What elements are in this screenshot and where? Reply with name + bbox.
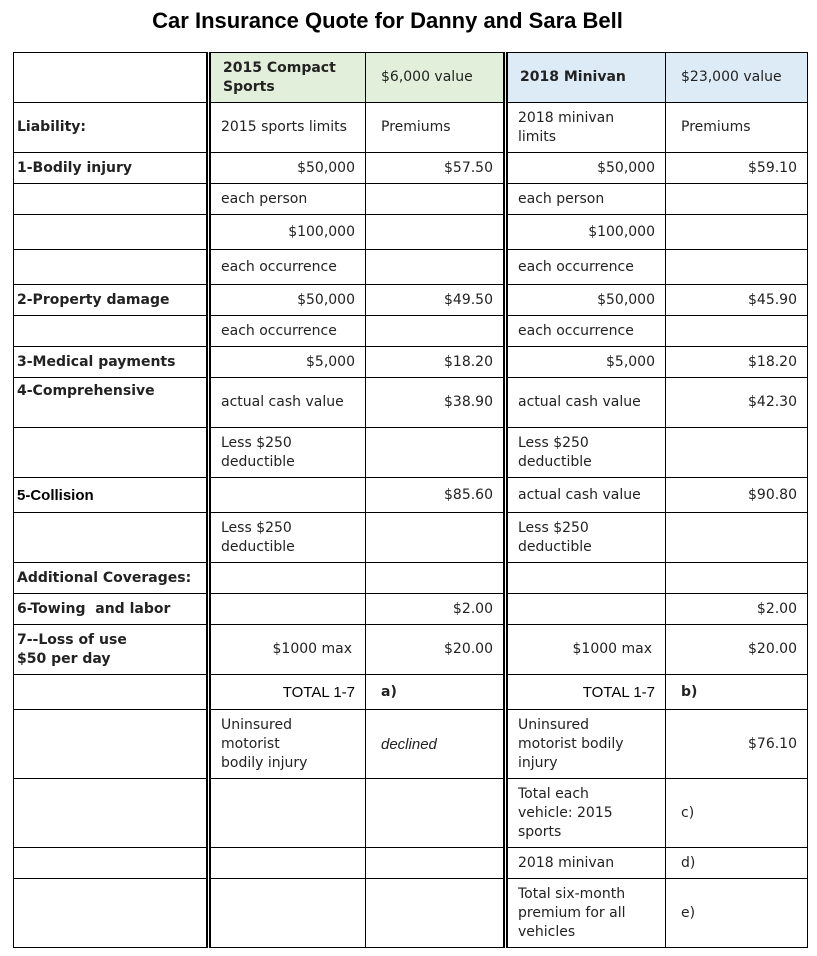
bodily-v2-limit-occurrence: $100,000 (506, 215, 666, 250)
empty-cell (209, 594, 366, 625)
vehicle1-name-header: 2015 Compact Sports (209, 53, 366, 103)
collision-v2-deductible: Less $250 deductible (506, 513, 666, 563)
table-row (14, 848, 808, 879)
medical-v1-premium: $18.20 (366, 347, 506, 378)
empty-cell (14, 779, 209, 848)
insurance-quote-table (13, 52, 808, 948)
towing-v1-premium: $2.00 (366, 594, 506, 625)
comprehensive-v1-limit: actual cash value (209, 378, 366, 428)
table-row (14, 250, 808, 285)
vehicle2-premiums-header: Premiums (666, 103, 808, 153)
comprehensive-v1-deductible: Less $250 deductible (209, 428, 366, 478)
collision-label: 5-Collision (14, 478, 209, 513)
comprehensive-v2-deductible: Less $250 deductible (506, 428, 666, 478)
empty-cell (14, 250, 209, 285)
bodily-v2-each-person: each person (506, 184, 666, 215)
empty-cell (14, 675, 209, 710)
loss-v1-limit: $1000 max (209, 625, 366, 675)
header-row (14, 53, 808, 103)
v1-total-label: TOTAL 1-7 (209, 675, 366, 710)
totals-row (14, 675, 808, 710)
comprehensive-label: 4-Comprehensive (14, 378, 209, 428)
empty-cell (666, 316, 808, 347)
empty-cell (366, 848, 506, 879)
bodily-v2-each-occurrence: each occurrence (506, 250, 666, 285)
medical-v1-limit: $5,000 (209, 347, 366, 378)
table-row (14, 513, 808, 563)
collision-v2-premium: $90.80 (666, 478, 808, 513)
property-v2-limit: $50,000 (506, 285, 666, 316)
empty-cell (666, 215, 808, 250)
table-row (14, 316, 808, 347)
empty-cell (14, 316, 209, 347)
empty-cell (506, 563, 666, 594)
bodily-v1-limit-occurrence: $100,000 (209, 215, 366, 250)
empty-cell (666, 513, 808, 563)
empty-cell (366, 513, 506, 563)
vehicle1-premiums-header: Premiums (366, 103, 506, 153)
v2-total-answer: b) (666, 675, 808, 710)
empty-cell (14, 428, 209, 478)
empty-cell (14, 215, 209, 250)
uninsured-v2-premium: $76.10 (666, 710, 808, 779)
comprehensive-v1-premium: $38.90 (366, 378, 506, 428)
property-v2-premium: $45.90 (666, 285, 808, 316)
collision-v2-limit: actual cash value (506, 478, 666, 513)
additional-coverages-label: Additional Coverages: (14, 563, 209, 594)
property-v2-each-occurrence: each occurrence (506, 316, 666, 347)
vehicle2-limits-header: 2018 minivan limits (506, 103, 666, 153)
empty-cell (209, 478, 366, 513)
property-v1-each-occurrence: each occurrence (209, 316, 366, 347)
towing-v2-premium: $2.00 (666, 594, 808, 625)
loss-v1-premium: $20.00 (366, 625, 506, 675)
bodily-v1-premium: $57.50 (366, 153, 506, 184)
medical-v2-limit: $5,000 (506, 347, 666, 378)
table-row (14, 625, 808, 675)
comprehensive-v2-premium: $42.30 (666, 378, 808, 428)
property-v1-premium: $49.50 (366, 285, 506, 316)
six-month-premium-label: Total six-month premium for all vehicles (506, 879, 666, 948)
vehicle2-value-header: $23,000 value (666, 53, 808, 103)
collision-v1-deductible: Less $250 deductible (209, 513, 366, 563)
comprehensive-v2-limit: actual cash value (506, 378, 666, 428)
empty-cell (366, 184, 506, 215)
minivan-total-label: 2018 minivan (506, 848, 666, 879)
empty-cell (366, 428, 506, 478)
empty-cell (209, 848, 366, 879)
bodily-v1-limit: $50,000 (209, 153, 366, 184)
table-row (14, 347, 808, 378)
uninsured-v1-premium: declined (366, 710, 506, 779)
uninsured-v1-label: Uninsured motorist bodily injury (209, 710, 366, 779)
vehicle1-limits-header: 2015 sports limits (209, 103, 366, 153)
empty-cell (14, 184, 209, 215)
table-row (14, 184, 808, 215)
bodily-v1-each-person: each person (209, 184, 366, 215)
empty-cell (14, 513, 209, 563)
vehicle2-name-header: 2018 Minivan (506, 53, 666, 103)
empty-cell (14, 848, 209, 879)
table-row (14, 378, 808, 428)
empty-cell (209, 563, 366, 594)
empty-cell (366, 563, 506, 594)
page-title: Car Insurance Quote for Danny and Sara Bell (152, 8, 623, 33)
empty-cell (209, 879, 366, 948)
table-row (14, 879, 808, 948)
table-row (14, 428, 808, 478)
bodily-v1-each-occurrence: each occurrence (209, 250, 366, 285)
table-row (14, 153, 808, 184)
six-month-premium-answer: e) (666, 879, 808, 948)
total-each-vehicle-label: Total each vehicle: 2015 sports (506, 779, 666, 848)
medical-payments-label: 3-Medical payments (14, 347, 209, 378)
empty-cell (209, 779, 366, 848)
vehicle1-value-header: $6,000 value (366, 53, 506, 103)
table-row (14, 710, 808, 779)
empty-cell (666, 563, 808, 594)
empty-cell (666, 250, 808, 285)
empty-cell (666, 184, 808, 215)
table-row (14, 594, 808, 625)
bodily-v2-premium: $59.10 (666, 153, 808, 184)
property-damage-label: 2-Property damage (14, 285, 209, 316)
v2-total-label: TOTAL 1-7 (506, 675, 666, 710)
minivan-total-answer: d) (666, 848, 808, 879)
property-v1-limit: $50,000 (209, 285, 366, 316)
empty-cell (14, 710, 209, 779)
collision-v1-premium: $85.60 (366, 478, 506, 513)
table-row (14, 103, 808, 153)
empty-cell (14, 879, 209, 948)
uninsured-v2-label: Uninsured motorist bodily injury (506, 710, 666, 779)
empty-cell (666, 428, 808, 478)
table-row (14, 563, 808, 594)
bodily-injury-label: 1-Bodily injury (14, 153, 209, 184)
table-row (14, 478, 808, 513)
empty-cell (366, 316, 506, 347)
empty-cell (366, 879, 506, 948)
empty-cell (366, 215, 506, 250)
empty-cell (506, 594, 666, 625)
empty-cell (366, 250, 506, 285)
loss-of-use-label: 7--Loss of use $50 per day (14, 625, 209, 675)
loss-v2-premium: $20.00 (666, 625, 808, 675)
v1-total-answer: a) (366, 675, 506, 710)
empty-cell (366, 779, 506, 848)
total-each-vehicle-answer: c) (666, 779, 808, 848)
table-row (14, 215, 808, 250)
table-row (14, 779, 808, 848)
header-blank-cell (14, 53, 209, 103)
bodily-v2-limit: $50,000 (506, 153, 666, 184)
towing-label: 6-Towing and labor (14, 594, 209, 625)
liability-label: Liability: (14, 103, 209, 153)
medical-v2-premium: $18.20 (666, 347, 808, 378)
loss-v2-limit: $1000 max (506, 625, 666, 675)
table-row (14, 285, 808, 316)
